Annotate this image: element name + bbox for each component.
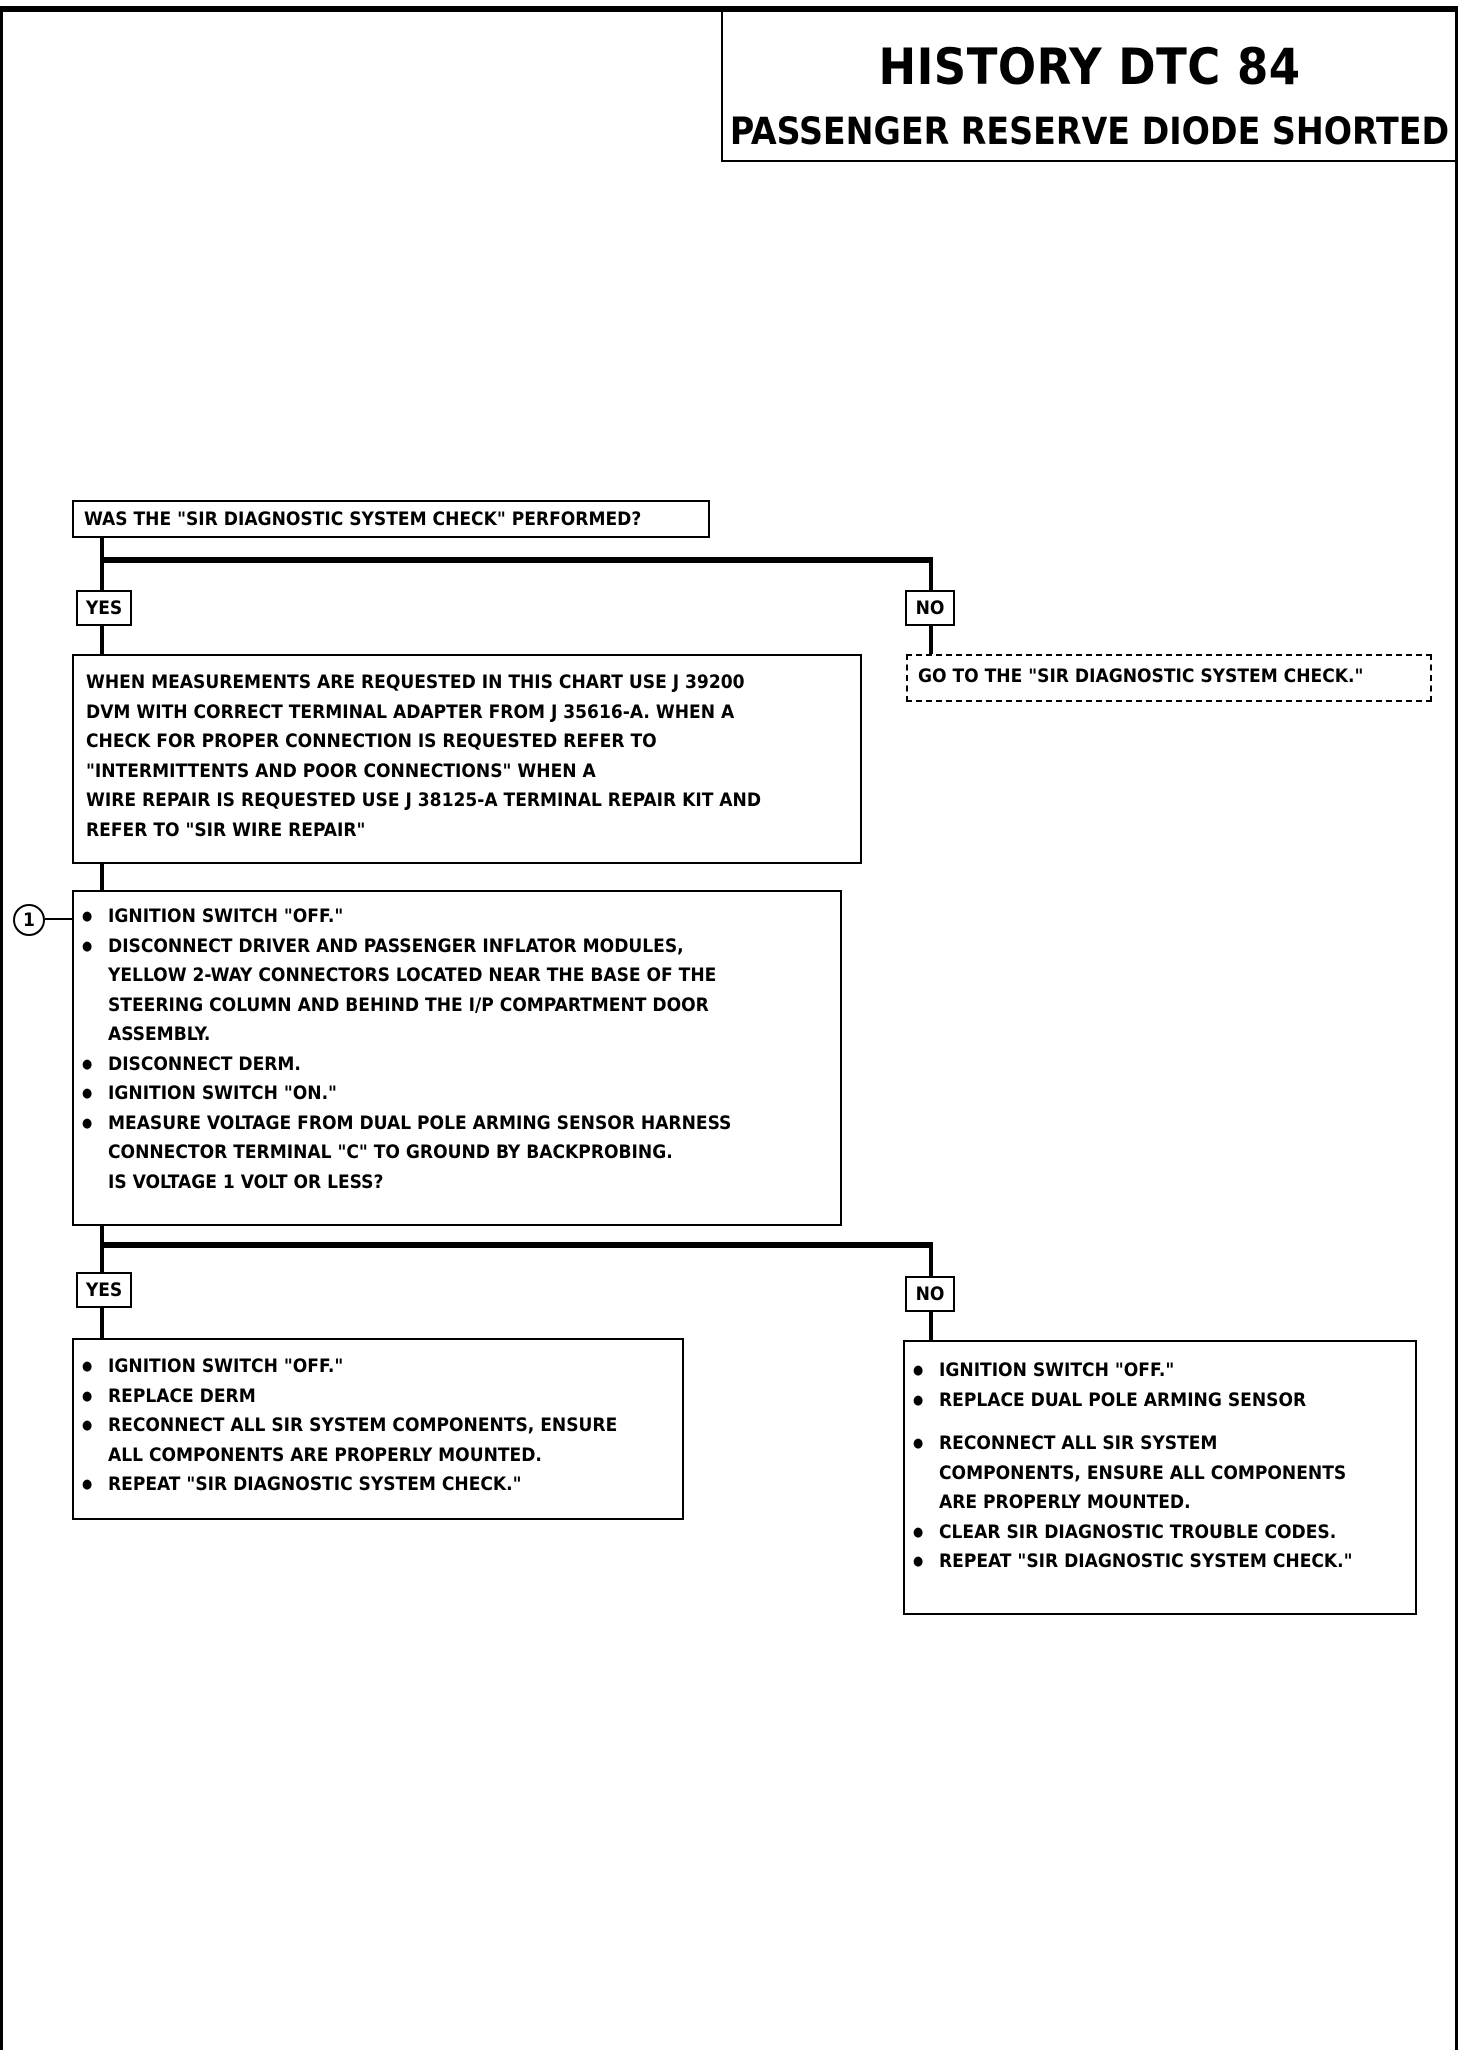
- no-action-box-1: [906, 654, 1432, 702]
- page-title: HISTORY DTC 84: [878, 38, 1301, 96]
- bullet-text: IS VOLTAGE 1 VOLT OR LESS?: [108, 1170, 384, 1193]
- action-bullet: [905, 1386, 1415, 1416]
- connector: [929, 1242, 933, 1278]
- step-bullet: [74, 932, 840, 1050]
- bullet-text: YELLOW 2-WAY CONNECTORS LOCATED NEAR THE BASE OF THE: [108, 964, 717, 986]
- action-bullet: [905, 1356, 1415, 1386]
- bullet-text: ARE PROPERLY MOUNTED.: [939, 1491, 1191, 1513]
- bullet-text: COMPONENTS, ENSURE ALL COMPONENTS: [939, 1461, 1347, 1484]
- page-subtitle: PASSENGER RESERVE DIODE SHORTED: [729, 110, 1450, 153]
- no-label-2: NO: [905, 1276, 955, 1312]
- connector: [100, 1242, 933, 1248]
- connector: [100, 1226, 104, 1278]
- bullet-text: STEERING COLUMN AND BEHIND THE I/P COMPARTMENT DOOR: [108, 993, 709, 1016]
- instructions-box: [72, 654, 862, 864]
- action-bullet: [905, 1547, 1415, 1577]
- no-action-box-2: [903, 1340, 1417, 1615]
- yes-label-2: YES: [76, 1272, 132, 1308]
- question-text-1: WAS THE "SIR DIAGNOSTIC SYSTEM CHECK" PERFORMED?: [84, 508, 642, 530]
- action-bullet: [905, 1518, 1415, 1548]
- step-bullet: [74, 902, 840, 932]
- bullet-text: ● MEASURE VOLTAGE FROM DUAL POLE ARMING SENSOR HARNESS: [108, 1111, 732, 1134]
- step-number-1: 1: [13, 904, 45, 936]
- connector: [929, 1312, 933, 1340]
- instructions-line: CHECK FOR PROPER CONNECTION IS REQUESTED REFER TO: [86, 730, 657, 752]
- bullet-text: ● REPEAT "SIR DIAGNOSTIC SYSTEM CHECK.": [939, 1550, 1353, 1572]
- step-bullet: [74, 1079, 840, 1109]
- bullet-text: ● RECONNECT ALL SIR SYSTEM: [939, 1432, 1218, 1454]
- connector: [100, 864, 104, 890]
- bullet-text: ● REPLACE DERM: [108, 1384, 256, 1407]
- bullet-text: ● IGNITION SWITCH "OFF.": [939, 1359, 1175, 1381]
- connector: [100, 626, 104, 654]
- bullet-text: ● IGNITION SWITCH "OFF.": [108, 1355, 344, 1377]
- step-bullet: [74, 1050, 840, 1080]
- connector: [929, 626, 933, 654]
- connector: [929, 557, 933, 590]
- bullet-text: ● RECONNECT ALL SIR SYSTEM COMPONENTS, ENSURE: [108, 1414, 618, 1436]
- question-box-1: [72, 500, 710, 538]
- yes-action-box-2: [72, 1338, 684, 1520]
- instructions-line: "INTERMITTENTS AND POOR CONNECTIONS" WHEN A: [86, 759, 596, 782]
- instructions-line: WIRE REPAIR IS REQUESTED USE J 38125-A TERMINAL REPAIR KIT AND: [86, 789, 762, 811]
- bullet-text: ● IGNITION SWITCH "ON.": [108, 1082, 337, 1104]
- step-bullet: [74, 1109, 840, 1198]
- no-action-text-1: GO TO THE "SIR DIAGNOSTIC SYSTEM CHECK.": [918, 665, 1364, 687]
- title-block: [721, 10, 1456, 162]
- action-bullet: [74, 1352, 682, 1382]
- bullet-text: ALL COMPONENTS ARE PROPERLY MOUNTED.: [108, 1443, 542, 1466]
- connector: [100, 538, 104, 590]
- no-label-1: NO: [905, 590, 955, 626]
- connector: [100, 1308, 104, 1338]
- instructions-line: DVM WITH CORRECT TERMINAL ADAPTER FROM J 35616-A. WHEN A: [86, 700, 735, 723]
- bullet-text: ● DISCONNECT DRIVER AND PASSENGER INFLATOR MODULES,: [108, 934, 684, 957]
- connector: [45, 918, 72, 920]
- bullet-text: ● REPEAT "SIR DIAGNOSTIC SYSTEM CHECK.": [108, 1473, 522, 1495]
- spacer: [905, 1415, 1415, 1429]
- action-bullet: [74, 1470, 682, 1500]
- bullet-text: ASSEMBLY.: [108, 1023, 211, 1045]
- bullet-text: ● IGNITION SWITCH "OFF.": [108, 905, 344, 927]
- step-box-1: [72, 890, 842, 1226]
- action-bullet: [74, 1411, 682, 1470]
- yes-label-1: YES: [76, 590, 132, 626]
- bullet-text: CONNECTOR TERMINAL "C" TO GROUND BY BACKPROBING.: [108, 1141, 673, 1163]
- bullet-text: ● REPLACE DUAL POLE ARMING SENSOR: [939, 1388, 1307, 1411]
- instructions-line: REFER TO "SIR WIRE REPAIR": [86, 818, 366, 841]
- action-bullet: [74, 1382, 682, 1412]
- bullet-text: ● DISCONNECT DERM.: [108, 1052, 301, 1075]
- instructions-line: WHEN MEASUREMENTS ARE REQUESTED IN THIS CHART USE J 39200: [86, 671, 745, 693]
- action-bullet: [905, 1429, 1415, 1518]
- bullet-text: ● CLEAR SIR DIAGNOSTIC TROUBLE CODES.: [939, 1520, 1337, 1543]
- connector: [100, 557, 933, 563]
